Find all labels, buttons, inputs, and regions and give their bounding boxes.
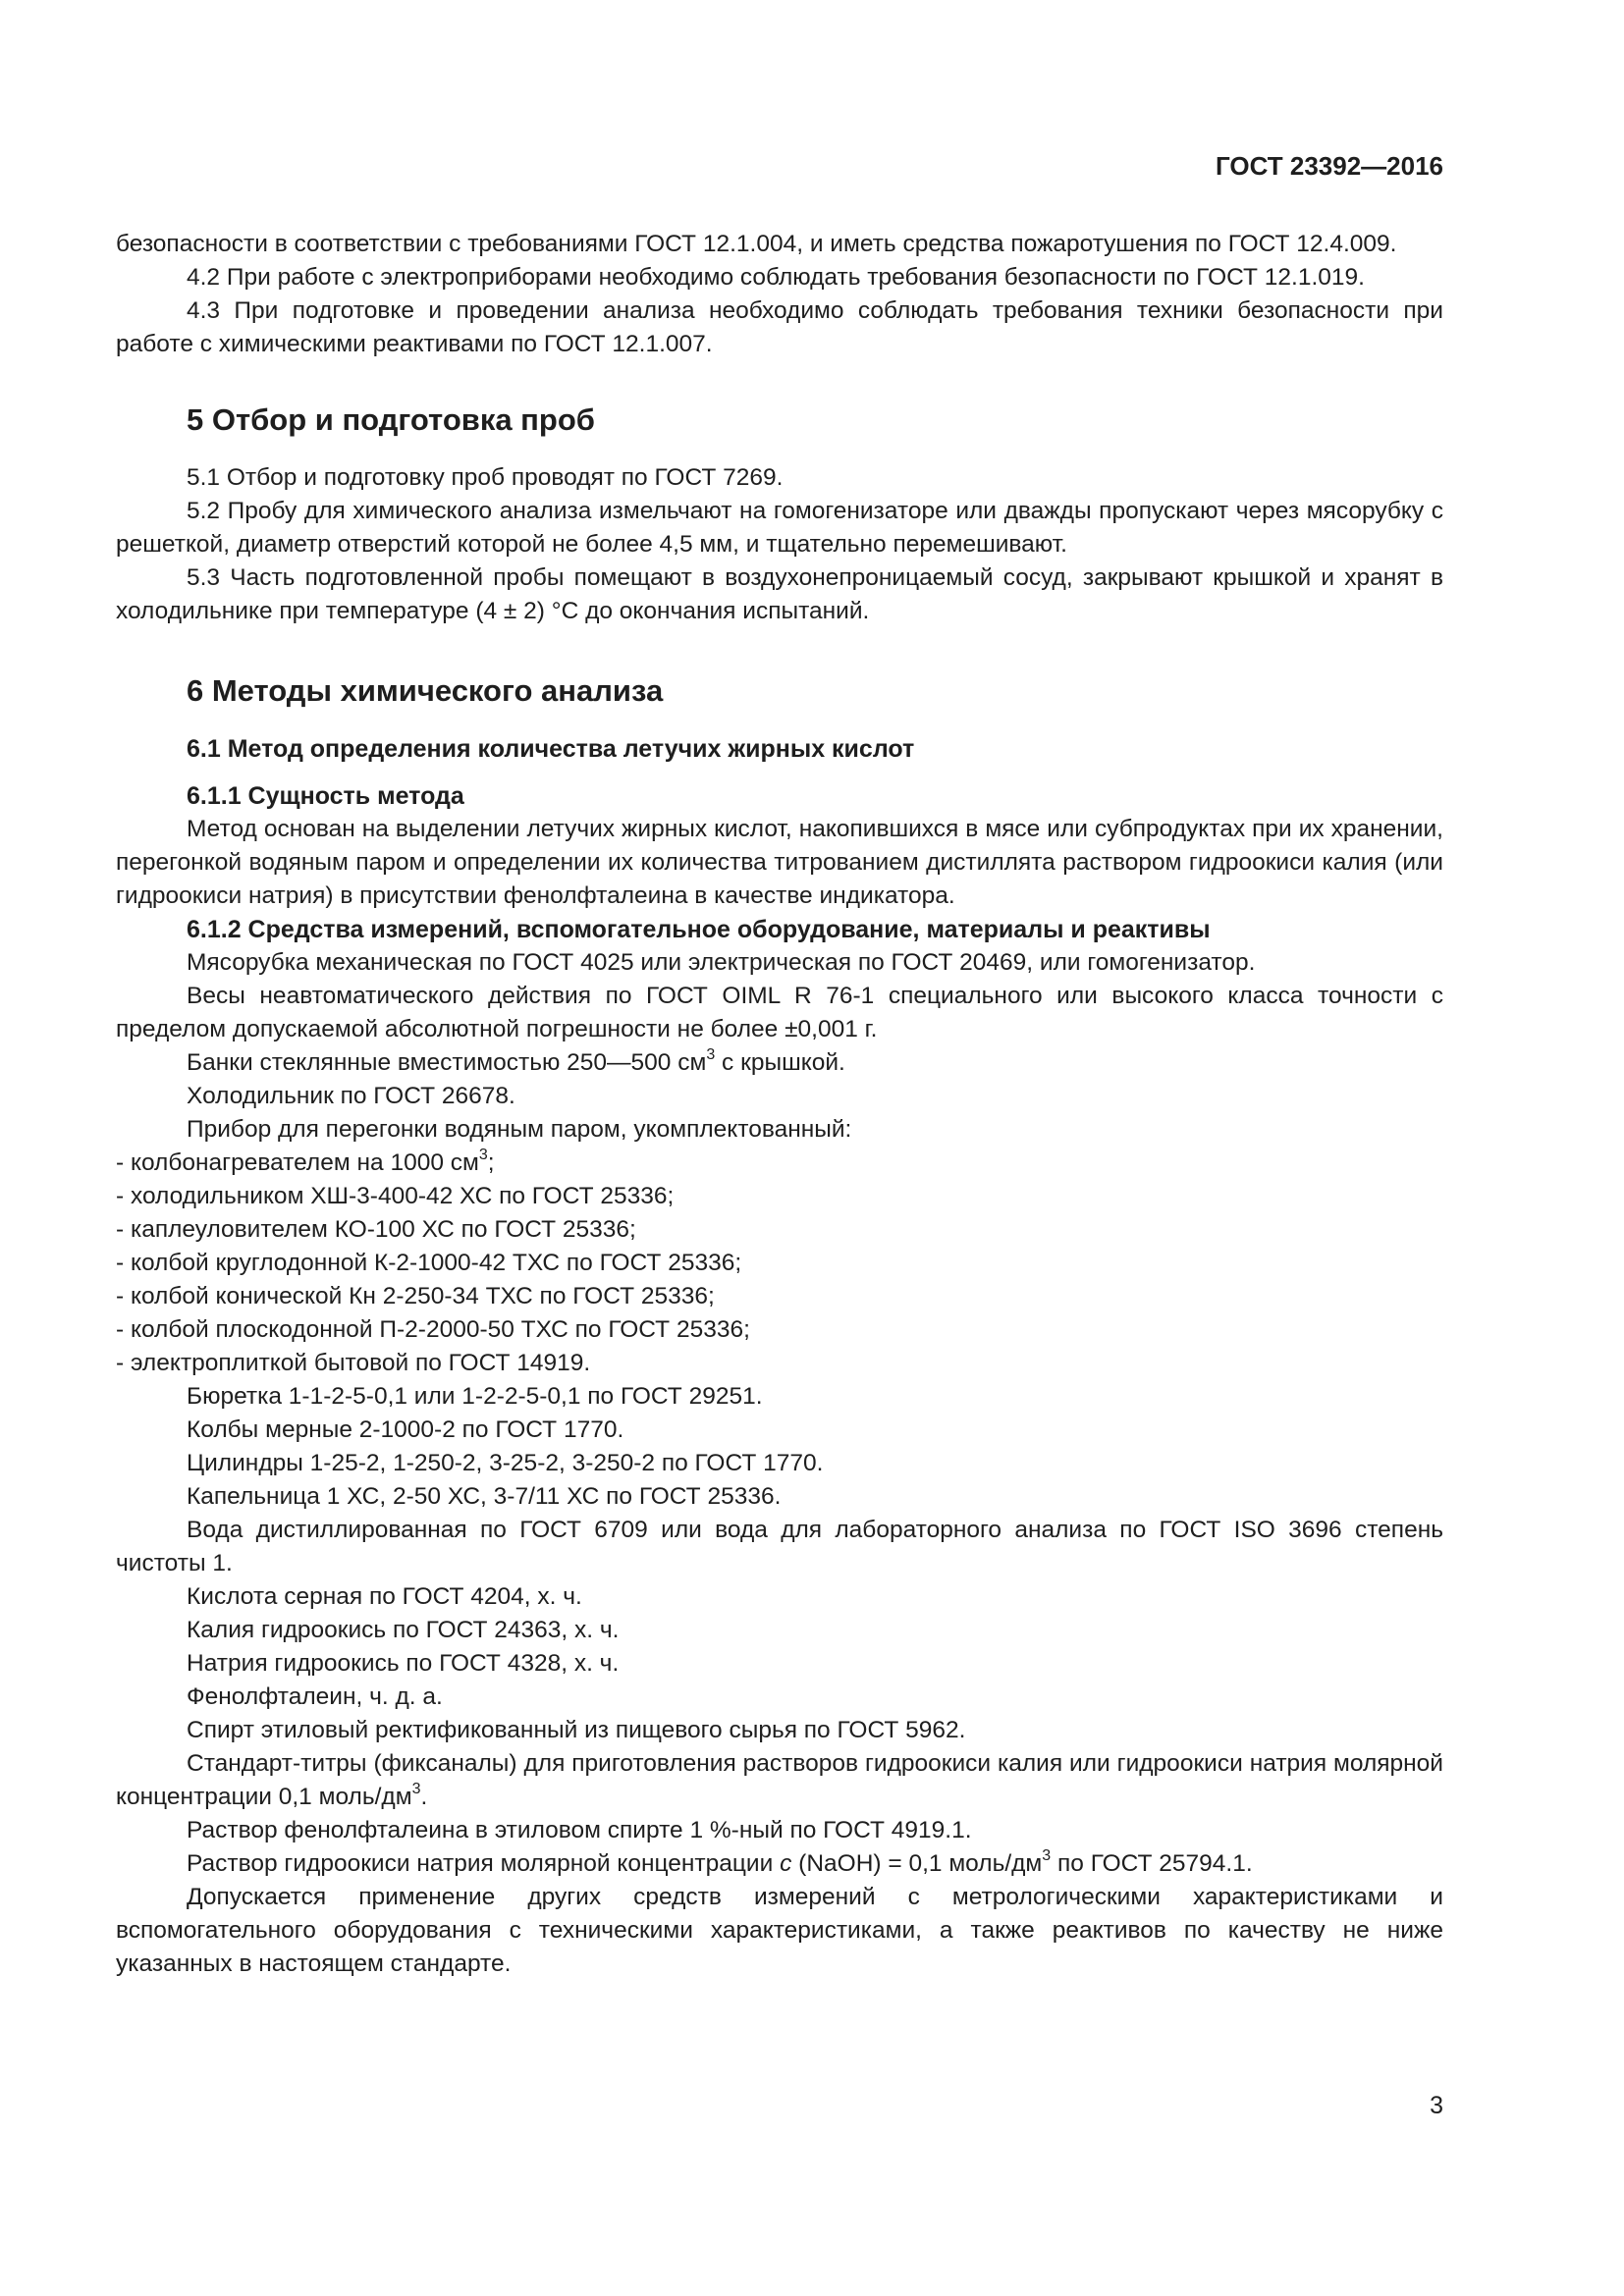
subsection-6-1-1-heading: 6.1.1 Сущность метода (187, 782, 464, 810)
page-number: 3 (1430, 2092, 1443, 2119)
apparatus-item-flat-flask: - колбой плоскодонной П-2-2000-50 ТХС по ГОСТ 25336; (116, 1316, 750, 1343)
paragraph-4-2: 4.2 При работе с электроприборами необходимо соблюдать требования безопасности по ГОСТ 12.1.019. (187, 264, 1365, 291)
item-jars: Банки стеклянные вместимостью 250—500 $см^3$ с крышкой. (187, 1045, 845, 1076)
apparatus-item-heater: - колбонагревателем на 1000 $см^3$; (116, 1146, 495, 1176)
subsection-6-1-heading: 6.1 Метод определения количества летучих жирных кислот (187, 735, 915, 763)
document-page (116, 0, 1443, 2296)
item-sodium-hydroxide: Натрия гидроокись по ГОСТ 4328, х. ч. (187, 1650, 620, 1677)
subsection-6-1-2-heading: 6.1.2 Средства измерений, вспомогательное оборудование, материалы и реактивы (187, 916, 1211, 943)
paragraph-5-1: 5.1 Отбор и подготовку проб проводят по ГОСТ 7269. (187, 464, 784, 491)
section-6-heading: 6 Методы химического анализа (187, 673, 664, 708)
item-standard-titres: Стандарт-титры (фиксаналы) для приготовления растворов гидроокиси калия или гидроокиси натрия молярной концентрации 0,1 моль/$дм^3$. (116, 1750, 1443, 1810)
apparatus-item-round-flask: - колбой круглодонной К-2-1000-42 ТХС по ГОСТ 25336; (116, 1250, 742, 1276)
item-scales: Весы неавтоматического действия по ГОСТ OIML R 76-1 специального или высокого класса точности с пределом допускаемой абсолютной погрешности не более ±0,001 г. (116, 983, 1443, 1042)
item-fridge: Холодильник по ГОСТ 26678. (187, 1083, 515, 1109)
item-water: Вода дистиллированная по ГОСТ 6709 или вода для лабораторного анализа по ГОСТ ISO 3696 степень чистоты 1. (116, 1517, 1443, 1576)
paragraph-6-1-1: Метод основан на выделении летучих жирных кислот, накопившихся в мясе или субпродуктах при их хранении, перегонкой водяным паром и определении их количества титрованием дистиллята раствором гидроокиси калия (или гидроокиси натрия) в присутствии фенолфталеина в качестве индикатора. (116, 816, 1443, 909)
item-sulfuric-acid: Кислота серная по ГОСТ 4204, х. ч. (187, 1583, 582, 1610)
item-potassium-hydroxide: Калия гидроокись по ГОСТ 24363, х. ч. (187, 1617, 620, 1643)
paragraph-4-3: 4.3 При подготовке и проведении анализа необходимо соблюдать требования техники безопасности при работе с химическими реактивами по ГОСТ 12.1.007. (116, 297, 1443, 357)
document-body (116, 228, 1443, 1981)
item-dropper: Капельница 1 ХС, 2-50 ХС, 3-7/11 ХС по ГОСТ 25336. (187, 1483, 782, 1510)
document-code: ГОСТ 23392—2016 (1216, 151, 1443, 181)
item-phenolphthalein-solution: Раствор фенолфталеина в этиловом спирте 1 %-ный по ГОСТ 4919.1. (187, 1817, 972, 1843)
item-phenolphthalein: Фенолфталеин, ч. д. а. (187, 1683, 443, 1710)
item-ethanol: Спирт этиловый ректификованный из пищевого сырья по ГОСТ 5962. (187, 1717, 966, 1743)
item-volumetric-flasks: Колбы мерные 2-1000-2 по ГОСТ 1770. (187, 1416, 624, 1443)
item-burette: Бюретка 1-1-2-5-0,1 или 1-2-2-5-0,1 по ГОСТ 29251. (187, 1383, 763, 1410)
item-meat-grinder: Мясорубка механическая по ГОСТ 4025 или электрическая по ГОСТ 20469, или гомогенизатор. (187, 949, 1256, 976)
section-5-heading: 5 Отбор и подготовка проб (187, 402, 595, 437)
apparatus-item-condenser: - холодильником ХШ-3-400-42 ХС по ГОСТ 25336; (116, 1183, 675, 1209)
item-naoh-solution: Раствор гидроокиси натрия молярной концентрации с (NaOH) = 0,1 моль/$дм^3$ по ГОСТ 25794.1. (187, 1846, 1253, 1877)
paragraph-4-1-continued: безопасности в соответствии с требованиями ГОСТ 12.1.004, и иметь средства пожаротушения по ГОСТ 12.4.009. (116, 231, 1397, 257)
paragraph-5-2: 5.2 Пробу для химического анализа измельчают на гомогенизаторе или дважды пропускают через мясорубку с решеткой, диаметр отверстий которой не более 4,5 мм, и тщательно перемешивают. (116, 498, 1443, 558)
apparatus-item-drop-catcher: - каплеуловителем КО-100 ХС по ГОСТ 25336; (116, 1216, 636, 1243)
item-cylinders: Цилиндры 1-25-2, 1-250-2, 3-25-2, 3-250-2 по ГОСТ 1770. (187, 1450, 824, 1476)
paragraph-allowed-substitutes: Допускается применение других средств измерений с метрологическими характеристиками и вспомогательного оборудования с техническими характеристиками, а также реактивов по качеству не ниже указанных в настоящем стандарте. (116, 1884, 1443, 1977)
paragraph-5-3: 5.3 Часть подготовленной пробы помещают в воздухонепроницаемый сосуд, закрывают крышкой и хранят в холодильнике при температуре (4 ± 2) °С до окончания испытаний. (116, 564, 1443, 624)
item-apparatus: Прибор для перегонки водяным паром, укомплектованный: (187, 1116, 852, 1143)
apparatus-item-hotplate: - электроплиткой бытовой по ГОСТ 14919. (116, 1350, 591, 1376)
apparatus-item-conical-flask: - колбой конической Кн 2-250-34 ТХС по ГОСТ 25336; (116, 1283, 715, 1309)
